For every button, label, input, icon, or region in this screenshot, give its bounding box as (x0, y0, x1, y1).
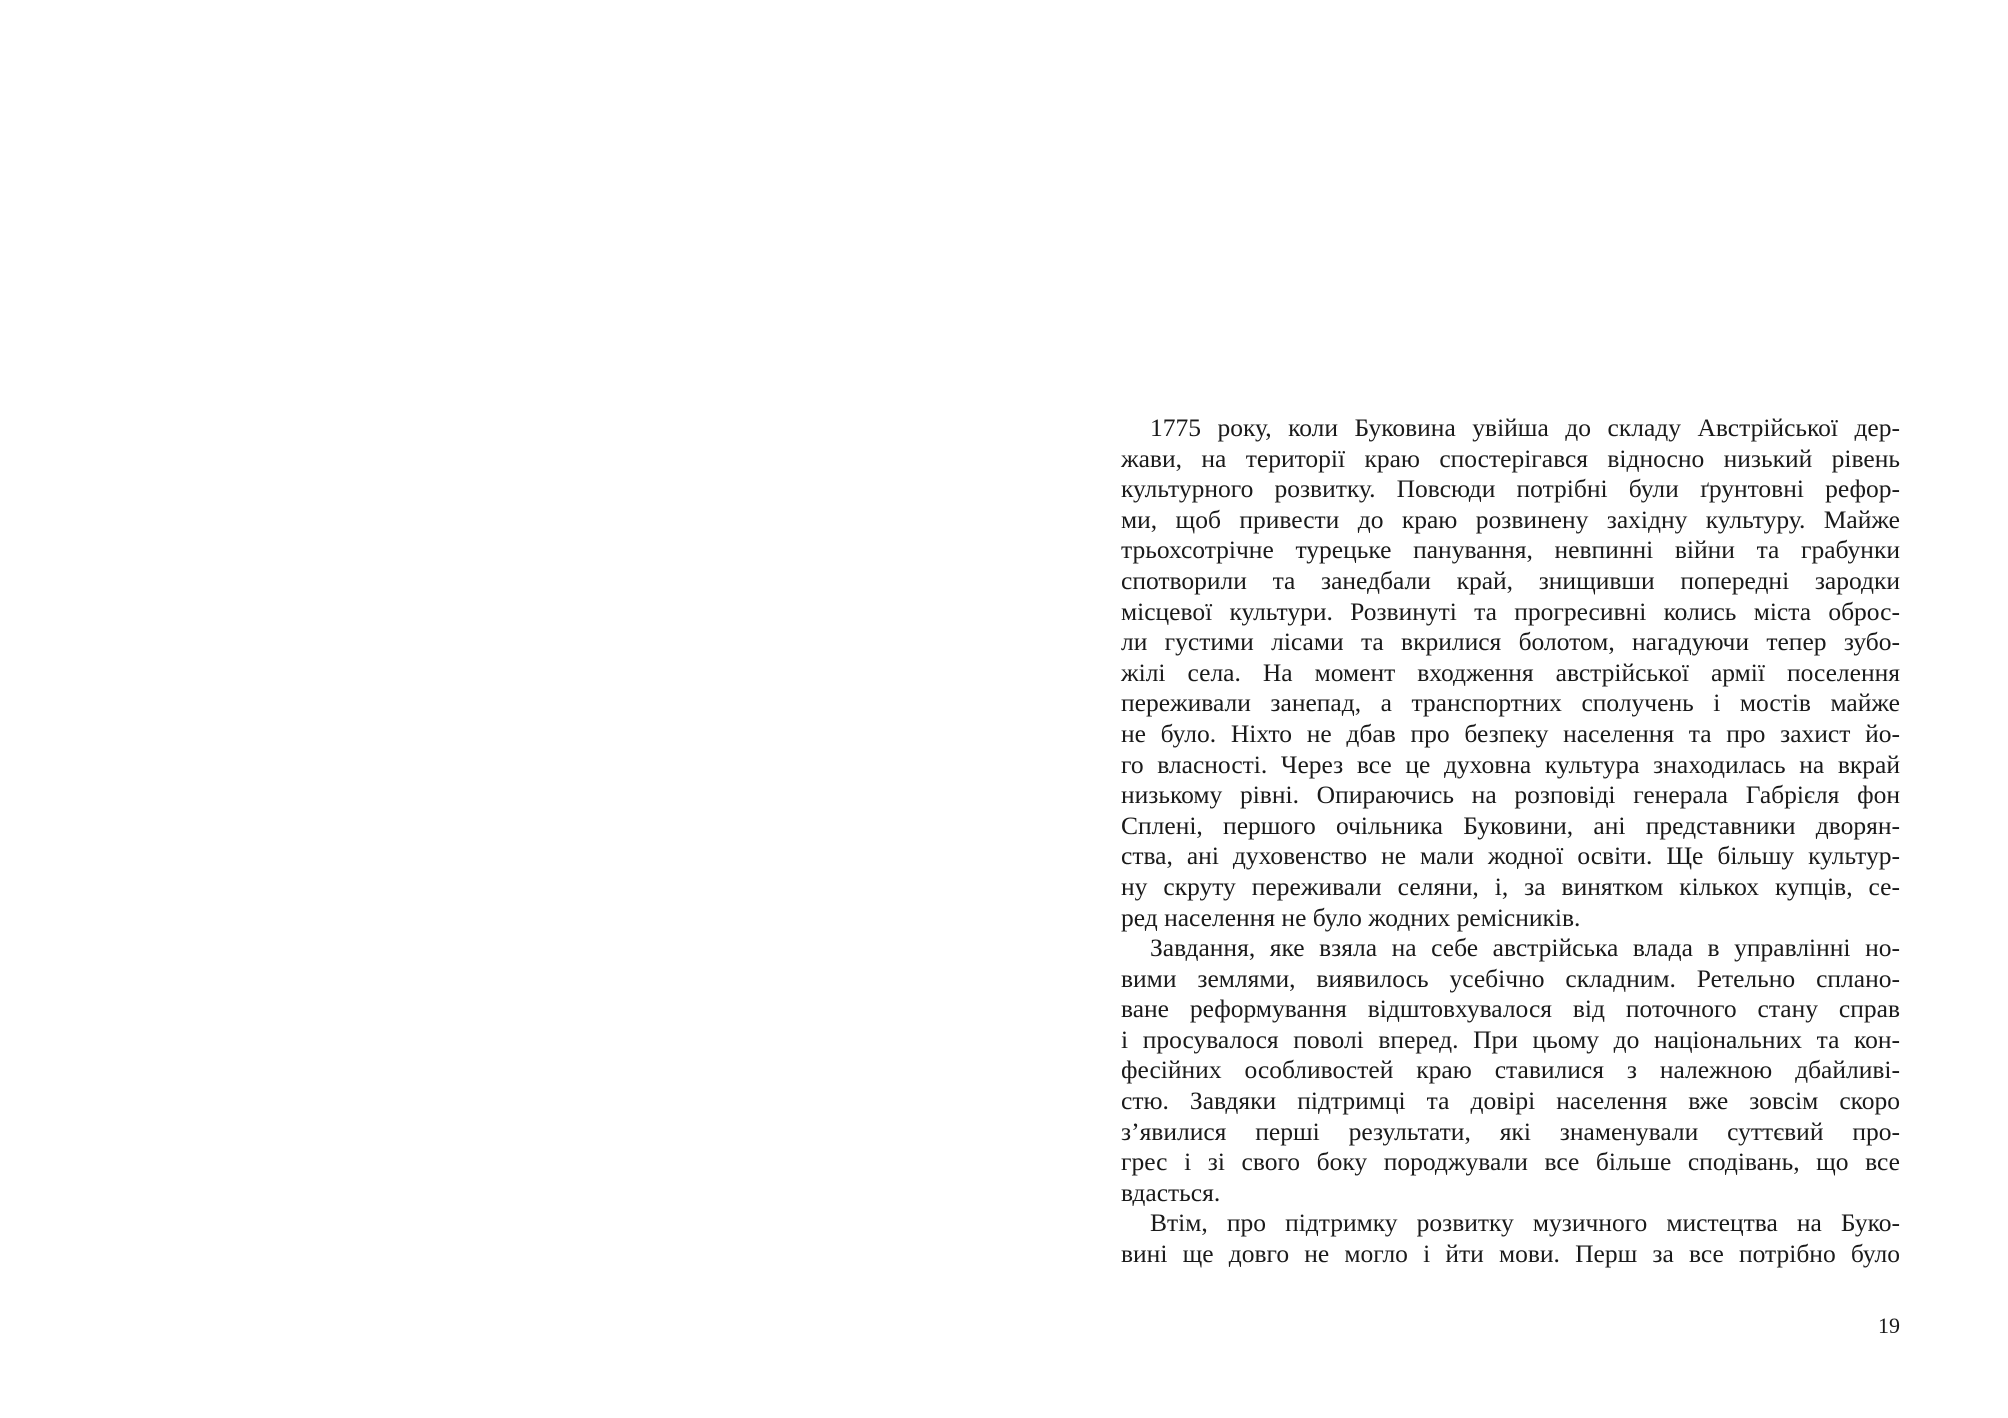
paragraph-3 (1121, 1208, 1900, 1269)
text-line: вдасться. (1121, 1177, 1221, 1207)
text-line: з’явилися перші результати, які знаменували суттєвий про- (1121, 1116, 1900, 1146)
text-line: і просувалося поволі вперед. При цьому до національних та кон- (1121, 1024, 1900, 1054)
text-line: ми, щоб привести до краю розвинену західну культуру. Майже (1121, 504, 1900, 534)
text-line: переживали занепад, а транспортних сполучень і мостів майже (1121, 688, 1900, 718)
page-text-block (1121, 413, 1900, 1270)
text-line: жави, на території краю спостерігався відносно низький рівень (1121, 443, 1900, 473)
text-line: Завдання, яке взяла на себе австрійська влада в управлінні но- (1150, 933, 1900, 963)
text-line: трьохсотрічне турецьке панування, невпинні війни та грабунки (1121, 535, 1900, 565)
text-line: ване реформування відштовхувалося від поточного стану справ (1121, 994, 1900, 1024)
text-line: 1775 року, коли Буковина увійша до складу Австрійської дер- (1150, 413, 1900, 442)
text-line: не було. Ніхто не дбав про безпеку населення та про захист йо- (1121, 718, 1900, 748)
text-line: спотворили та занедбали край, знищивши попередні зародки (1121, 565, 1900, 595)
text-line: низькому рівні. Опираючись на розповіді генерала Габрієля фон (1121, 780, 1900, 810)
text-line: стю. Завдяки підтримці та довірі населення вже зовсім скоро (1121, 1086, 1900, 1116)
text-line: Втім, про підтримку розвитку музичного мистецтва на Буко- (1150, 1208, 1900, 1238)
text-line: вими землями, виявилось усебічно складним. Ретельно сплано- (1121, 963, 1900, 993)
text-line: го власності. Через все це духовна культура знаходилась на вкрай (1121, 749, 1900, 779)
text-line: ред населення не було жодних ремісників. (1121, 902, 1581, 932)
text-line: вині ще довго не могло і йти мови. Перш за все потрібно було (1121, 1239, 1900, 1269)
text-line: культурного розвитку. Повсюди потрібні були ґрунтовні рефор- (1121, 474, 1900, 504)
text-line: Сплені, першого очільника Буковини, ані представники дворян- (1121, 810, 1900, 840)
text-line: фесійних особливостей краю ставилися з належною дбайливі- (1121, 1055, 1900, 1085)
text-line: грес і зі свого боку породжували все більше сподівань, що все (1121, 1147, 1900, 1177)
text-line: жілі села. На момент входження австрійської армії поселення (1121, 657, 1900, 687)
paragraph-1 (1121, 413, 1900, 933)
page-number: 19 (1878, 1313, 1900, 1338)
text-line: ства, ані духовенство не мали жодної освіти. Ще більшу культур- (1121, 841, 1900, 871)
text-line: місцевої культури. Розвинуті та прогресивні колись міста оброс- (1121, 596, 1900, 626)
paragraph-2 (1121, 933, 1900, 1208)
text-line: ну скруту переживали селяни, і, за винятком кількох купців, се- (1121, 871, 1900, 901)
text-line: ли густими лісами та вкрилися болотом, нагадуючи тепер зубо- (1121, 627, 1900, 657)
